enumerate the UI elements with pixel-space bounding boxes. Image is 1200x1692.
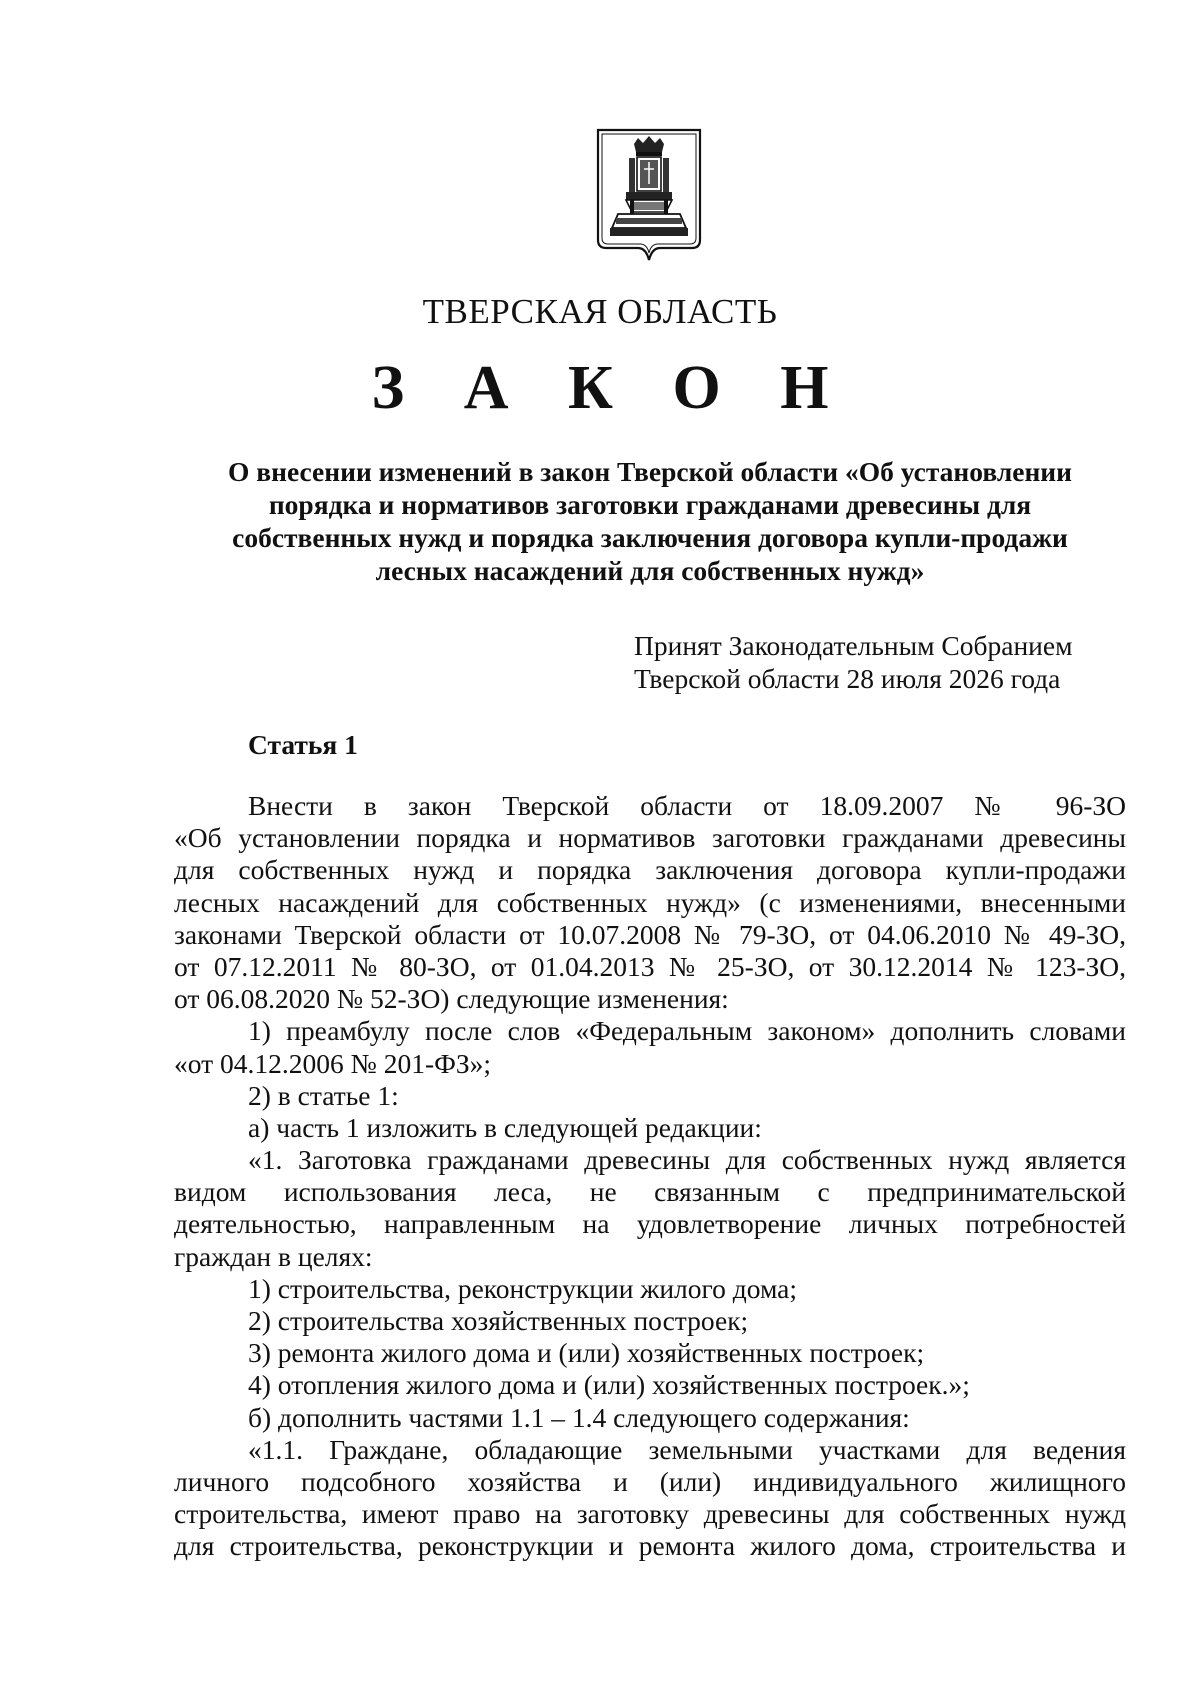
body-line: «Об установлении порядка и нормативов заготовки гражданами древесины [174, 822, 1126, 854]
body-line: 1) строительства, реконструкции жилого дома; [248, 1272, 798, 1304]
subject-line: лесных насаждений для собственных нужд» [375, 555, 925, 586]
body-line: Внести в закон Тверской области от 18.09.2007 № 96-ЗО [248, 790, 1126, 821]
body-line: видом использования леса, не связанным с предпринимательской [174, 1176, 1126, 1208]
body-line: лесных насаждений для собственных нужд» (с изменениями, внесенными [174, 886, 1126, 918]
body-line: «1.1. Граждане, обладающие земельными участками для ведения [248, 1433, 1126, 1465]
body-line: законами Тверской области от 10.07.2008 № 79-ЗО, от 04.06.2010 № 49-ЗО, [174, 918, 1126, 950]
subject-line: собственных нужд и порядка заключения договора купли-продажи [232, 522, 1068, 553]
body-line: «1. Заготовка гражданами древесины для собственных нужд является [248, 1144, 1126, 1176]
body-line: 1) преамбулу после слов «Федеральным законом» дополнить словами [248, 1015, 1126, 1047]
subject-line: О внесении изменений в закон Тверской области «Об установлении [228, 456, 1072, 487]
article-body [174, 790, 1126, 1563]
body-line: строительства, имеют право на заготовку древесины для собственных нужд [174, 1498, 1126, 1530]
body-line: от 07.12.2011 № 80-ЗО, от 01.04.2013 № 25-ЗО, от 30.12.2014 № 123-ЗО, [174, 950, 1126, 982]
body-line: от 06.08.2020 № 52-ЗО) следующие изменения: [174, 983, 729, 1015]
adoption-line: Тверской области 28 июля 2026 года [634, 663, 1061, 694]
subject-line: порядка и нормативов заготовки гражданами древесины для [268, 489, 1032, 520]
coat-of-arms-icon [596, 128, 702, 264]
body-line: 4) отопления жилого дома и (или) хозяйственных построек.»; [248, 1369, 970, 1401]
body-line: для собственных нужд и порядка заключения договора купли-продажи [174, 854, 1126, 886]
body-line: для строительства, реконструкции и ремонта жилого дома, строительства и [174, 1530, 1126, 1562]
body-line: 2) строительства хозяйственных построек; [248, 1305, 749, 1336]
body-line: а) часть 1 изложить в следующей редакции: [248, 1111, 762, 1143]
body-line: 3) ремонта жилого дома и (или) хозяйственных построек; [248, 1337, 925, 1369]
law-subject-title [170, 455, 1130, 587]
body-line: б) дополнить частями 1.1 – 1.4 следующего содержания: [248, 1401, 910, 1433]
body-line: «от 04.12.2006 № 201-ФЗ»; [174, 1047, 492, 1079]
body-line: личного подсобного хозяйства и (или) индивидуального жилищного [174, 1465, 1126, 1497]
body-line: деятельностью, направленным на удовлетворение личных потребностей [174, 1208, 1126, 1240]
body-line: 2) в статье 1: [248, 1079, 399, 1111]
document-type-title: З А К О Н [371, 354, 851, 422]
adoption-line: Принят Законодательным Собранием [634, 630, 1073, 661]
adoption-note [634, 629, 1072, 695]
region-name: ТВЕРСКАЯ ОБЛАСТЬ [422, 292, 778, 331]
article-heading: Статья 1 [248, 729, 358, 760]
body-line: граждан в целях: [174, 1240, 373, 1272]
